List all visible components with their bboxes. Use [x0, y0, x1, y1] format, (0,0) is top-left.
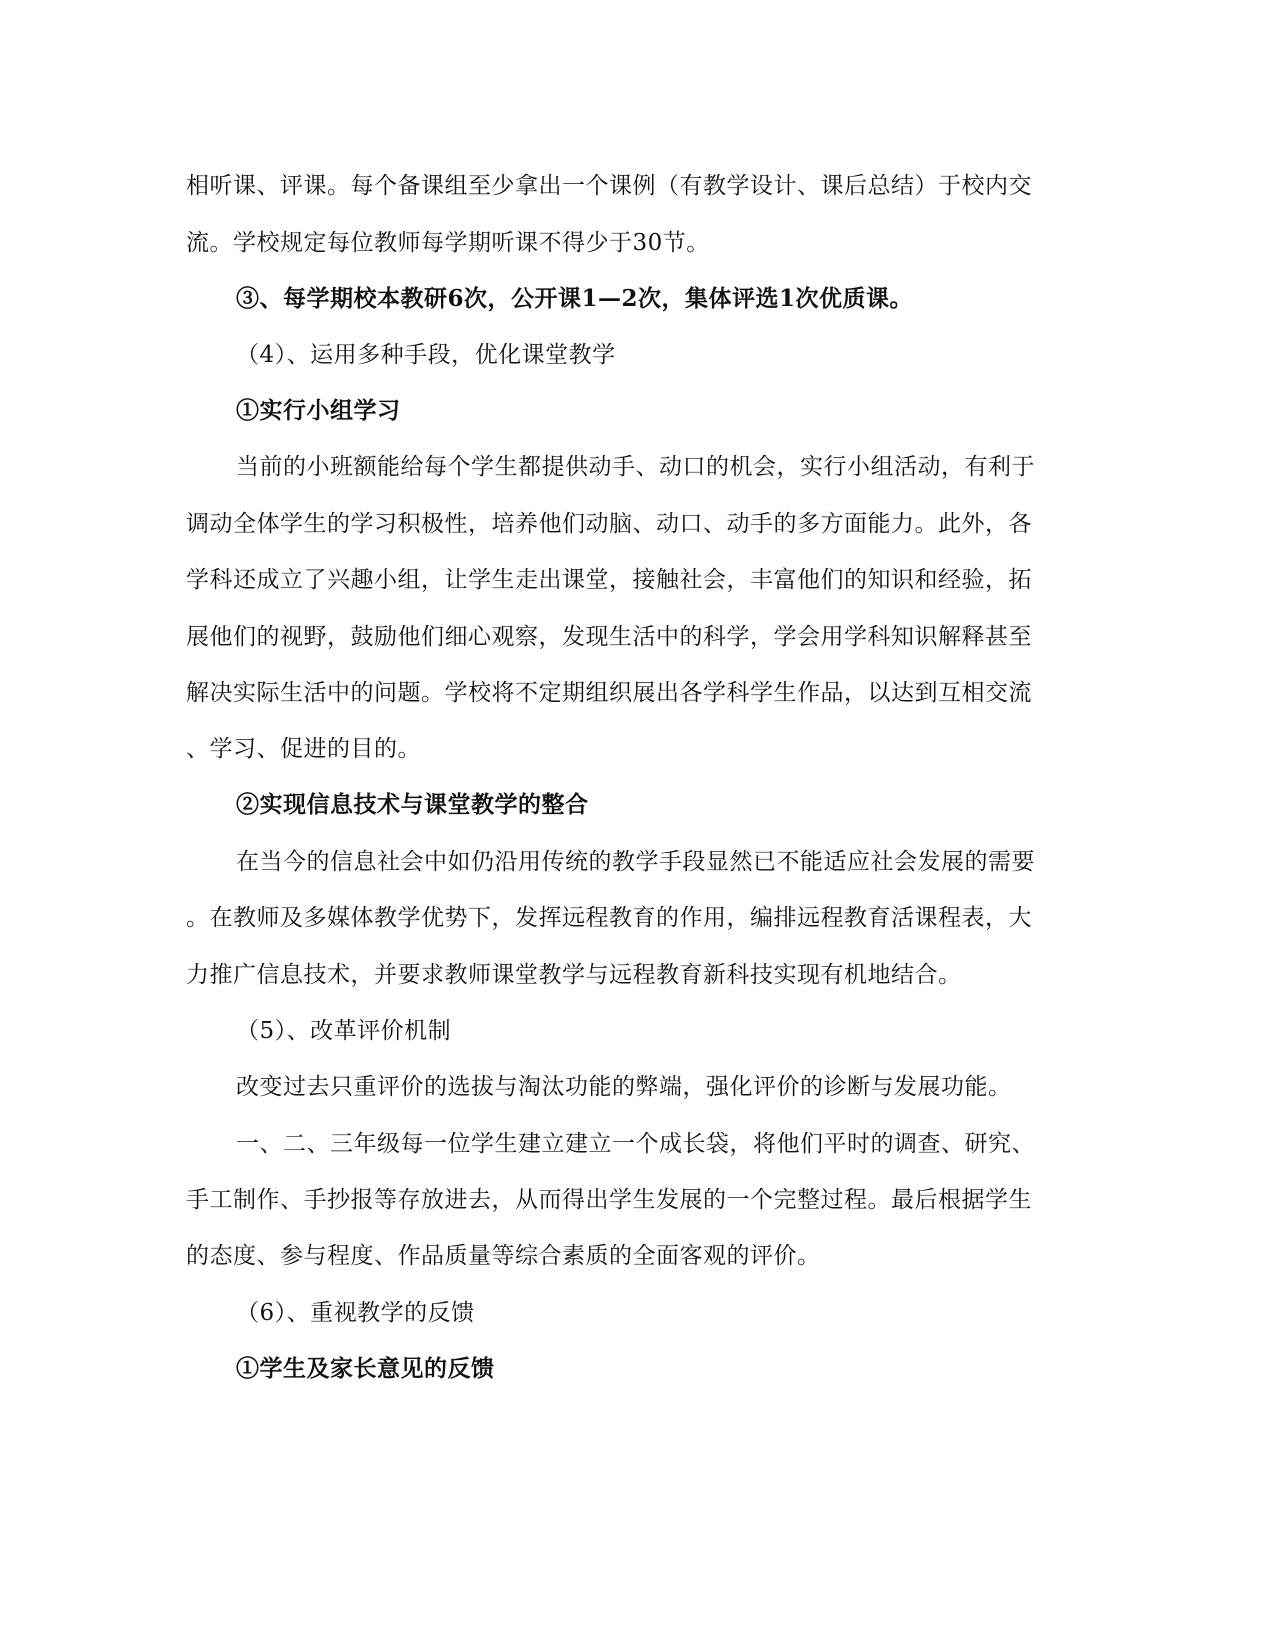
- body-text-line: 、学习、促进的目的。: [186, 736, 421, 762]
- section-heading-5: （5）、改革评价机制: [236, 1018, 452, 1044]
- body-text-line: 当前的小班额能给每个学生都提供动手、动口的机会，实行小组活动，有利于: [236, 454, 1035, 480]
- subheading-group-learning: ①实行小组学习: [236, 397, 401, 424]
- body-text-line: 调动全体学生的学习积极性，培养他们动脑、动口、动手的多方面能力。此外，各: [186, 511, 1032, 537]
- section-heading-6: （6）、重视教学的反馈: [236, 1300, 475, 1326]
- subheading-it-integration: ②实现信息技术与课堂教学的整合: [236, 791, 589, 818]
- numbered-point-3: ③、每学期校本教研6次，公开课1—2次，集体评选1次优质课。: [236, 285, 914, 312]
- body-text-line: 改变过去只重评价的选拔与淘汰功能的弊端，强化评价的诊断与发展功能。: [236, 1074, 1012, 1100]
- body-text-line: 在当今的信息社会中如仍沿用传统的教学手段显然已不能适应社会发展的需要: [236, 849, 1035, 875]
- section-heading-4: （4）、运用多种手段，优化课堂教学: [236, 342, 616, 368]
- body-text-line: 力推广信息技术，并要求教师课堂教学与远程教育新科技实现有机地结合。: [186, 962, 962, 988]
- body-text-line: 展他们的视野，鼓励他们细心观察，发现生活中的科学，学会用学科知识解释甚至: [186, 624, 1032, 650]
- body-text-line: 流。学校规定每位教师每学期听课不得少于30节。: [186, 230, 710, 256]
- body-text-line: 。在教师及多媒体教学优势下，发挥远程教育的作用，编排远程教育活课程表，大: [186, 905, 1032, 931]
- body-text-line: 解决实际生活中的问题。学校将不定期组织展出各学科学生作品，以达到互相交流: [186, 680, 1032, 706]
- body-text-line: 相听课、评课。每个备课组至少拿出一个课例（有教学设计、课后总结）于校内交: [186, 173, 1032, 199]
- subheading-feedback: ①学生及家长意见的反馈: [236, 1355, 495, 1382]
- body-text-line: 的态度、参与程度、作品质量等综合素质的全面客观的评价。: [186, 1243, 821, 1269]
- body-text-line: 一、二、三年级每一位学生建立建立一个成长袋，将他们平时的调查、研究、: [236, 1131, 1035, 1157]
- body-text-line: 手工制作、手抄报等存放进去，从而得出学生发展的一个完整过程。最后根据学生: [186, 1187, 1032, 1213]
- body-text-line: 学科还成立了兴趣小组，让学生走出课堂，接触社会，丰富他们的知识和经验，拓: [186, 567, 1032, 593]
